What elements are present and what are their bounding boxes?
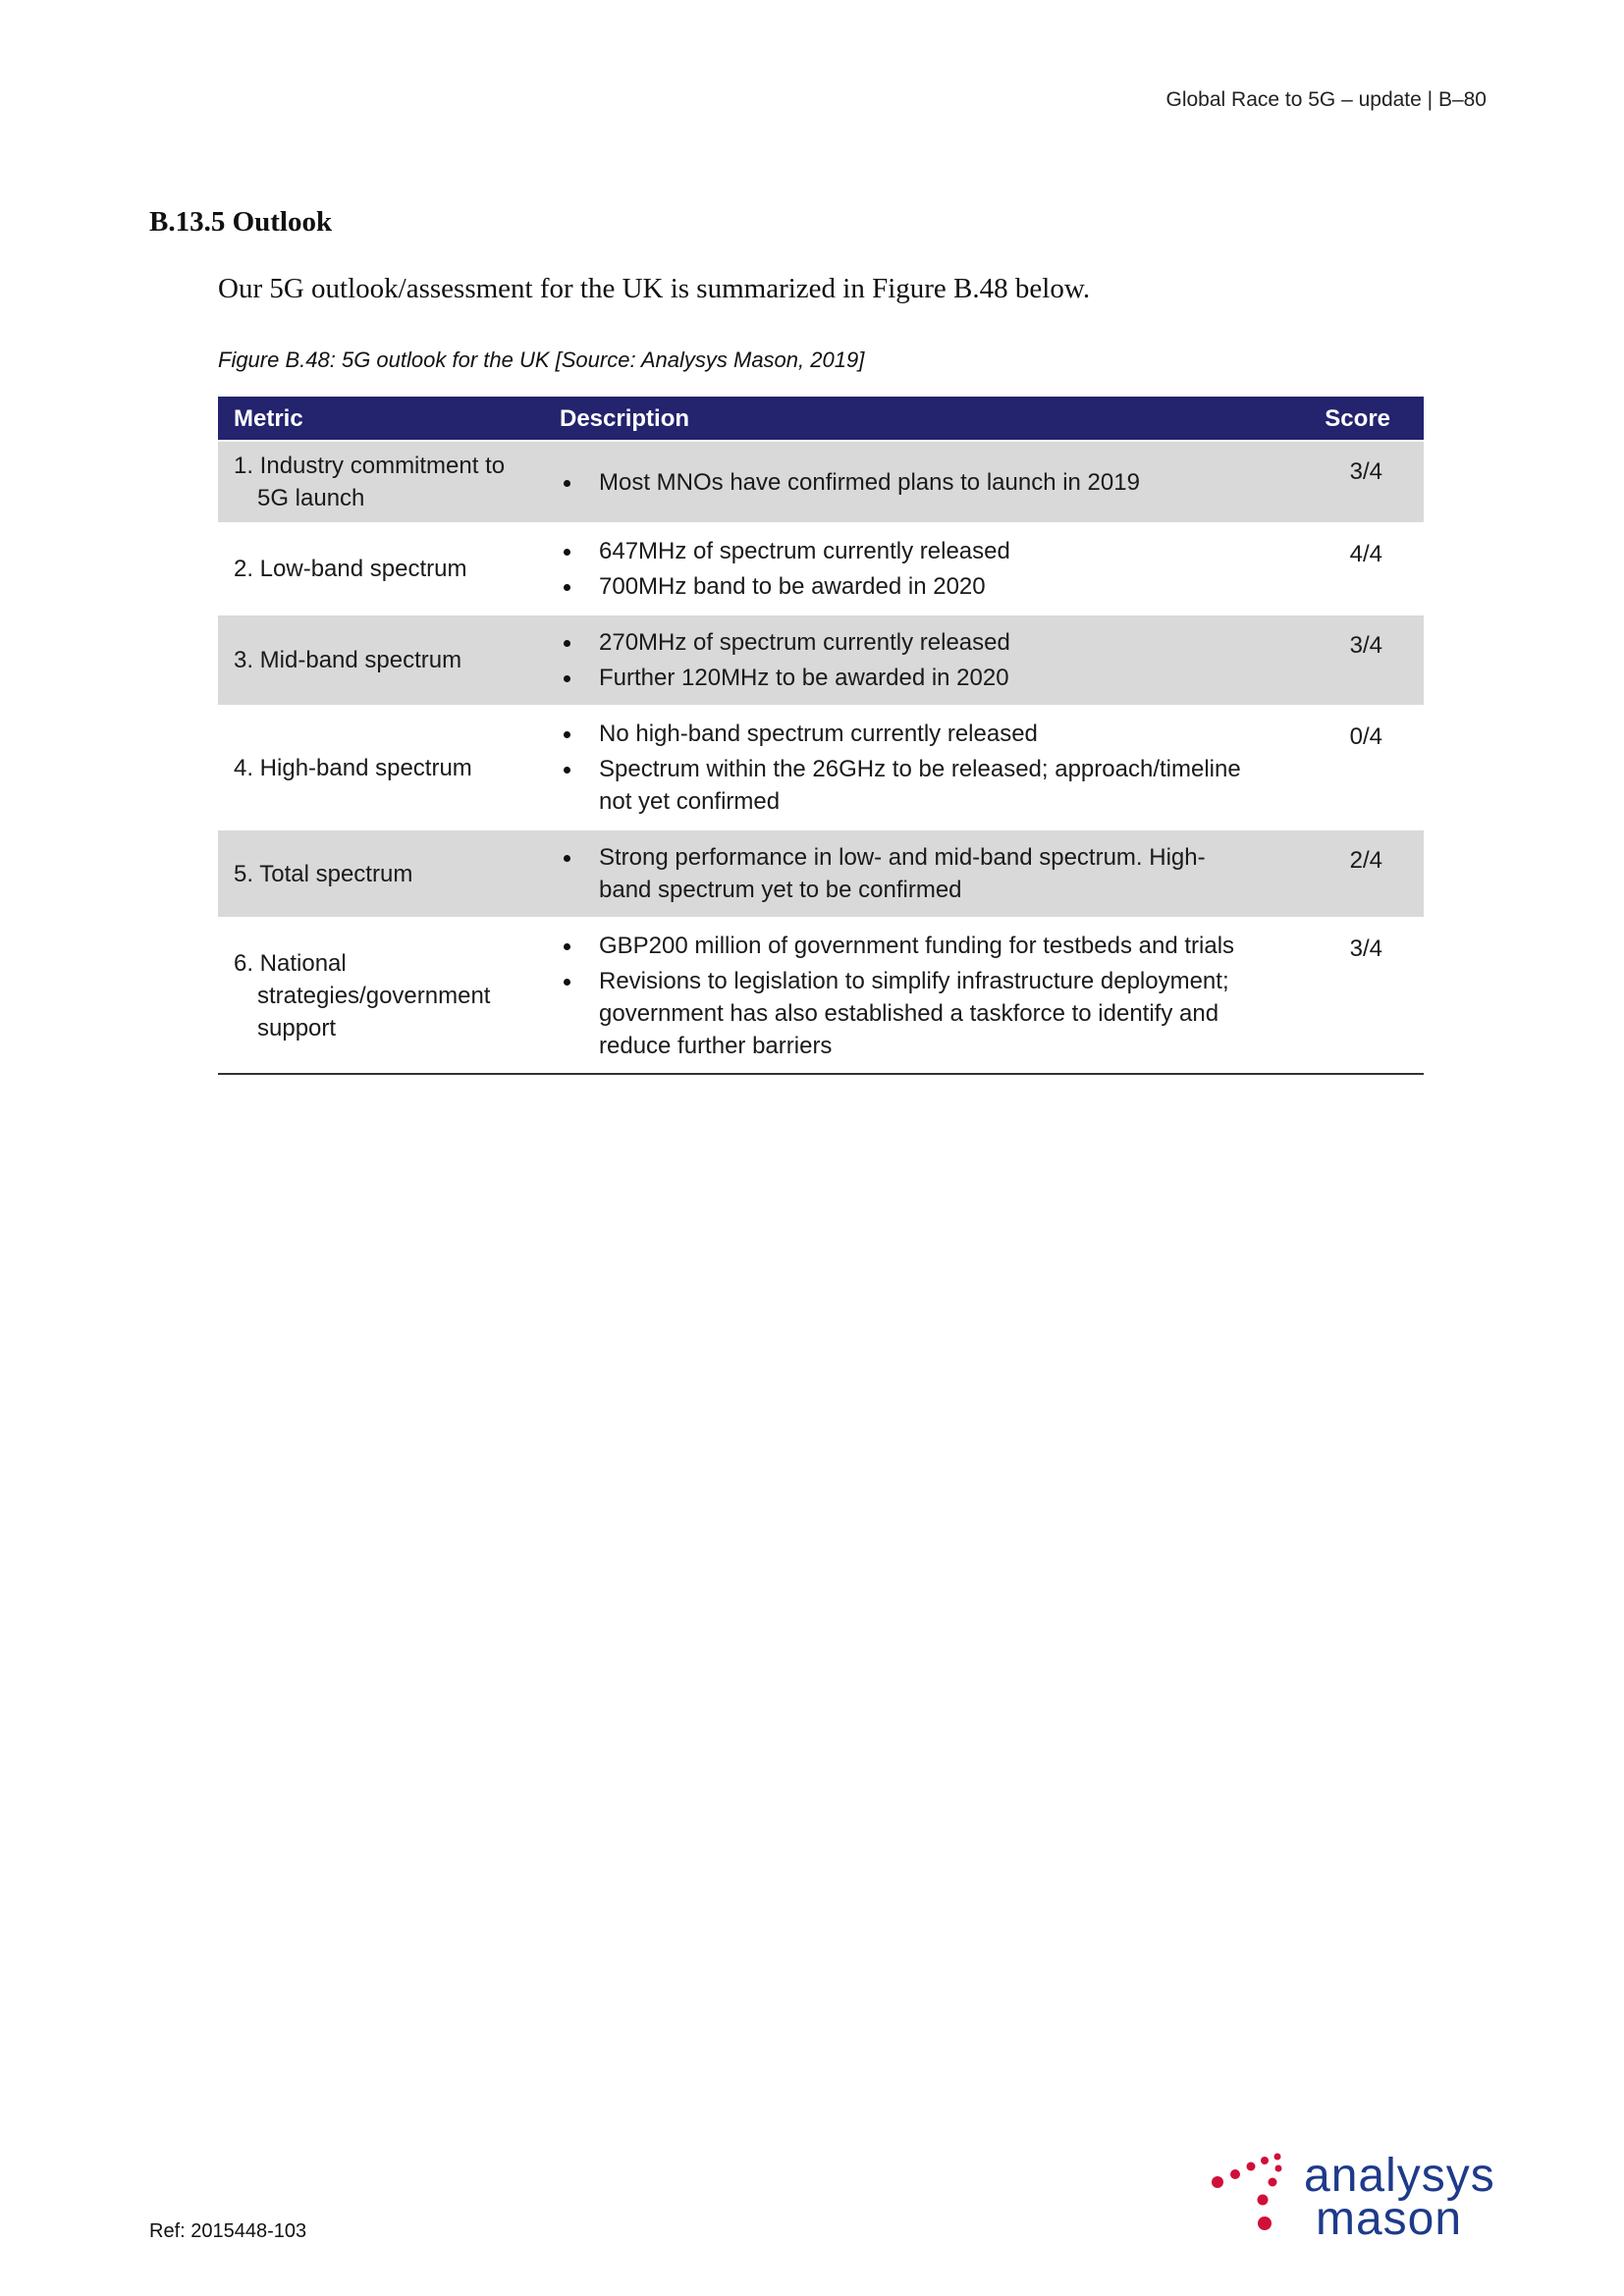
score-cell: 3/4 [1269, 440, 1424, 522]
logo-dots-icon [1206, 2145, 1304, 2253]
logo-wordmark-line2: mason [1316, 2193, 1463, 2245]
column-header-metric: Metric [218, 397, 544, 440]
description-bullet: 270MHz of spectrum currently released [560, 626, 1253, 659]
description-bullet: Strong performance in low- and mid-band spectrum. High-band spectrum yet to be confirmed [560, 841, 1253, 906]
metric-label: 6. National strategies/government support [234, 950, 491, 1041]
description-cell [544, 614, 1269, 705]
outlook-table [218, 397, 1424, 1075]
metric-label: 3. Mid-band spectrum [234, 647, 462, 673]
description-bullet: 700MHz band to be awarded in 2020 [560, 570, 1253, 603]
score-cell: 0/4 [1269, 705, 1424, 828]
table-row [218, 440, 1424, 522]
score-cell: 3/4 [1269, 614, 1424, 705]
description-cell [544, 440, 1269, 522]
metric-cell [218, 917, 544, 1075]
logo-wordmark-line1: analysys [1304, 2150, 1495, 2202]
column-header-score: Score [1269, 397, 1424, 440]
metric-cell [218, 828, 544, 917]
intro-paragraph: Our 5G outlook/assessment for the UK is summarized in Figure B.48 below. [218, 273, 1091, 304]
description-cell [544, 828, 1269, 917]
description-cell [544, 705, 1269, 828]
metric-cell [218, 614, 544, 705]
score-cell: 4/4 [1269, 522, 1424, 614]
metric-cell [218, 522, 544, 614]
table-row [218, 828, 1424, 917]
description-bullet: 647MHz of spectrum currently released [560, 535, 1253, 567]
table-header-row [218, 397, 1424, 440]
metric-label: 5. Total spectrum [234, 860, 413, 887]
description-bullet: GBP200 million of government funding for testbeds and trials [560, 930, 1253, 962]
footer-reference: Ref: 2015448-103 [149, 2220, 307, 2242]
description-bullet: Further 120MHz to be awarded in 2020 [560, 662, 1253, 694]
description-cell [544, 917, 1269, 1075]
table-row [218, 705, 1424, 828]
description-bullet: Most MNOs have confirmed plans to launch in 2019 [560, 466, 1253, 499]
description-cell [544, 522, 1269, 614]
score-cell: 3/4 [1269, 917, 1424, 1075]
metric-cell [218, 440, 544, 522]
table-row [218, 522, 1424, 614]
column-header-description: Description [544, 397, 1269, 440]
figure-caption: Figure B.48: 5G outlook for the UK [Source: Analysys Mason, 2019] [218, 347, 865, 372]
description-bullet: Spectrum within the 26GHz to be released; approach/timeline not yet confirmed [560, 753, 1253, 818]
table-row [218, 614, 1424, 705]
table-row [218, 917, 1424, 1075]
section-heading: B.13.5 Outlook [149, 206, 333, 238]
metric-label: 4. High-band spectrum [234, 754, 472, 781]
running-header: Global Race to 5G – update | B–80 [1165, 88, 1487, 111]
metric-cell [218, 705, 544, 828]
description-bullet: No high-band spectrum currently released [560, 718, 1253, 750]
analysys-mason-logo [1206, 2145, 1510, 2253]
score-cell: 2/4 [1269, 828, 1424, 917]
metric-label: 2. Low-band spectrum [234, 556, 467, 582]
metric-label: 1. Industry commitment to 5G launch [234, 453, 506, 511]
description-bullet: Revisions to legislation to simplify infrastructure deployment; government has also established a taskforce to identify and reduce further barriers [560, 965, 1253, 1062]
